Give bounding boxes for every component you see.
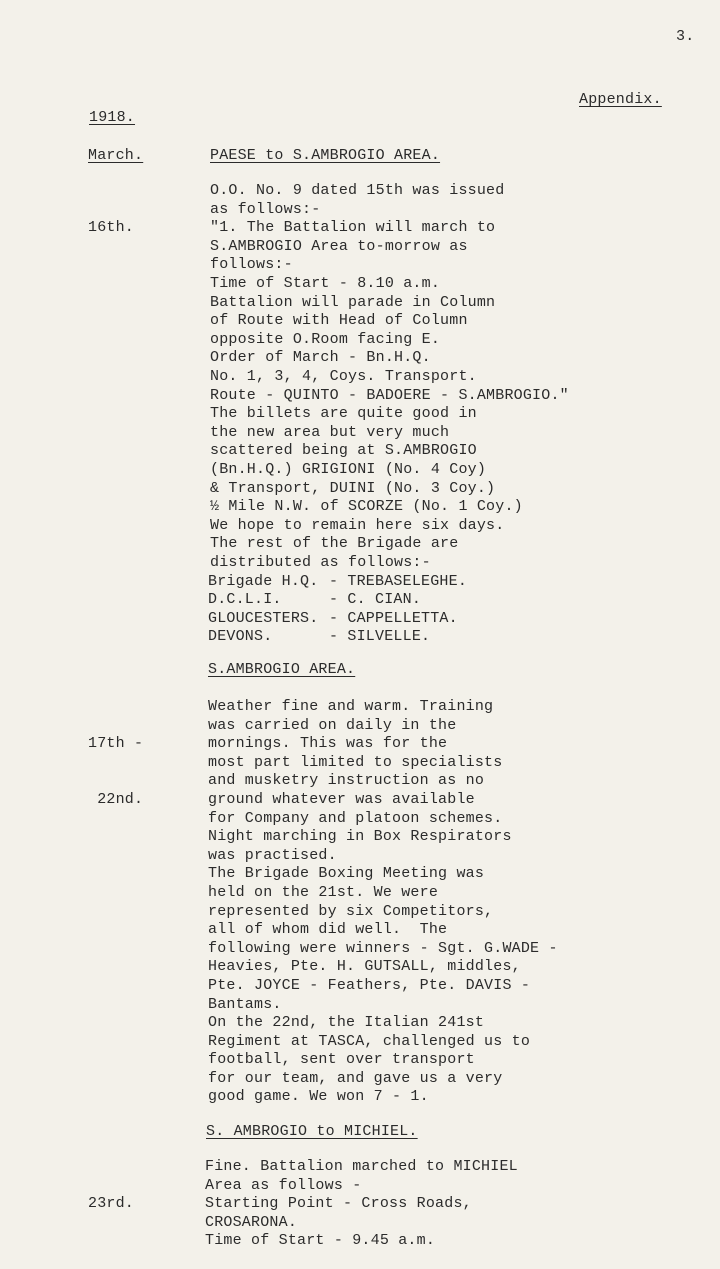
entry-text-line: Night marching in Box Respirators [208, 828, 512, 846]
entry-text-line: ½ Mile N.W. of SCORZE (No. 1 Coy.) [210, 498, 523, 516]
unit-name: D.C.L.I. [208, 591, 282, 609]
entry-text-line: the new area but very much [210, 423, 450, 441]
entry-text-line: for our team, and gave us a very [208, 1069, 503, 1087]
entry-text-line: The rest of the Brigade are [210, 535, 459, 553]
entry-text-line: scattered being at S.AMBROGIO [210, 442, 477, 460]
entry-text-line: of Route with Head of Column [210, 312, 468, 330]
entry-text-line: No. 1, 3, 4, Coys. Transport. [210, 367, 477, 385]
entry-body-23rd [205, 1158, 518, 1251]
entry-text-line: Pte. JOYCE - Feathers, Pte. DAVIS - [208, 976, 531, 994]
entry-text-line: On the 22nd, the Italian 241st [208, 1014, 485, 1032]
table-row [208, 573, 467, 592]
entry-date-17th-22nd [88, 698, 143, 847]
table-row [208, 628, 467, 647]
unit-name: Brigade H.Q. [208, 572, 319, 590]
entry-date-line: 17th - [88, 735, 144, 753]
entry-text-line: Area as follows - [205, 1176, 362, 1194]
entry-text-line: S.AMBROGIO Area to-morrow as [210, 237, 468, 255]
entry-body-16th [210, 182, 569, 572]
page-number: 3. [676, 28, 695, 45]
entry-text-line: mornings. This was for the [208, 735, 448, 753]
entry-text-line: Weather fine and warm. Training [208, 698, 494, 715]
entry-date-line: 22nd. [88, 790, 144, 808]
entry-text-line: most part limited to specialists [208, 753, 503, 771]
entry-text-line: football, sent over transport [208, 1051, 475, 1069]
entry-text-line: represented by six Competitors, [208, 902, 494, 920]
entry-text-line: Heavies, Pte. H. GUTSALL, middles, [208, 958, 521, 976]
entry-text-line: (Bn.H.Q.) GRIGIONI (No. 4 Coy) [210, 460, 487, 478]
entry-text-line: was carried on daily in the [208, 716, 457, 734]
entry-text-line: Regiment at TASCA, challenged us to [208, 1032, 531, 1050]
entry-text-line: Starting Point - Cross Roads, [205, 1195, 472, 1213]
table-row [208, 610, 467, 629]
entry-text-line: was practised. [208, 846, 337, 864]
section-heading-1: PAESE to S.AMBROGIO AREA. [210, 147, 441, 164]
entry-text-line: held on the 21st. We were [208, 883, 439, 901]
entry-text-line: Route - QUINTO - BADOERE - S.AMBROGIO." [210, 386, 569, 404]
unit-location: - SILVELLE. [329, 628, 431, 646]
month-heading: March. [88, 147, 144, 164]
entry-text-line: Time of Start - 8.10 a.m. [210, 274, 441, 292]
entry-text-line: Time of Start - 9.45 a.m. [205, 1232, 436, 1250]
table-row [208, 591, 467, 610]
section-heading-2: S.AMBROGIO AREA. [208, 661, 356, 678]
entry-text-line: as follows:- [210, 200, 321, 218]
entry-text-line: CROSARONA. [205, 1213, 298, 1231]
entry-text-line: We hope to remain here six days. [210, 516, 505, 534]
entry-date-16th [88, 182, 134, 275]
unit-name: DEVONS. [208, 628, 273, 646]
entry-text-line: & Transport, DUINI (No. 3 Coy.) [210, 479, 496, 497]
entry-date-23rd [88, 1158, 134, 1251]
entry-text-line: for Company and platoon schemes. [208, 809, 503, 827]
section-heading-3: S. AMBROGIO to MICHIEL. [206, 1123, 418, 1140]
brigade-distribution-table [208, 573, 467, 647]
entry-body-17th-22nd [208, 698, 558, 1107]
entry-text-line: and musketry instruction as no [208, 772, 485, 790]
appendix-label: Appendix. [579, 91, 662, 108]
entry-text-line: "1. The Battalion will march to [210, 219, 496, 237]
entry-text-line: Fine. Battalion marched to MICHIEL [205, 1158, 518, 1175]
entry-text-line: Bantams. [208, 995, 282, 1013]
entry-text-line: all of whom did well. The [208, 921, 448, 939]
unit-location: - CAPPELLETTA. [329, 609, 458, 627]
unit-name: GLOUCESTERS. [208, 609, 319, 627]
year-heading: 1918. [89, 109, 136, 126]
entry-date-line: 16th. [88, 219, 135, 237]
unit-location: - TREBASELEGHE. [329, 572, 468, 590]
entry-text-line: Battalion will parade in Column [210, 293, 496, 311]
entry-text-line: The billets are quite good in [210, 405, 477, 423]
entry-text-line: following were winners - Sgt. G.WADE - [208, 939, 558, 957]
entry-text-line: Order of March - Bn.H.Q. [210, 349, 431, 367]
entry-text-line: good game. We won 7 - 1. [208, 1088, 429, 1106]
unit-location: - C. CIAN. [329, 591, 422, 609]
entry-text-line: follows:- [210, 256, 293, 274]
entry-text-line: distributed as follows:- [210, 553, 431, 571]
entry-text-line: O.O. No. 9 dated 15th was issued [210, 182, 505, 199]
entry-text-line: opposite O.Room facing E. [210, 330, 441, 348]
entry-text-line: ground whatever was available [208, 790, 475, 808]
entry-text-line: The Brigade Boxing Meeting was [208, 865, 485, 883]
entry-date-line: 23rd. [88, 1195, 135, 1213]
